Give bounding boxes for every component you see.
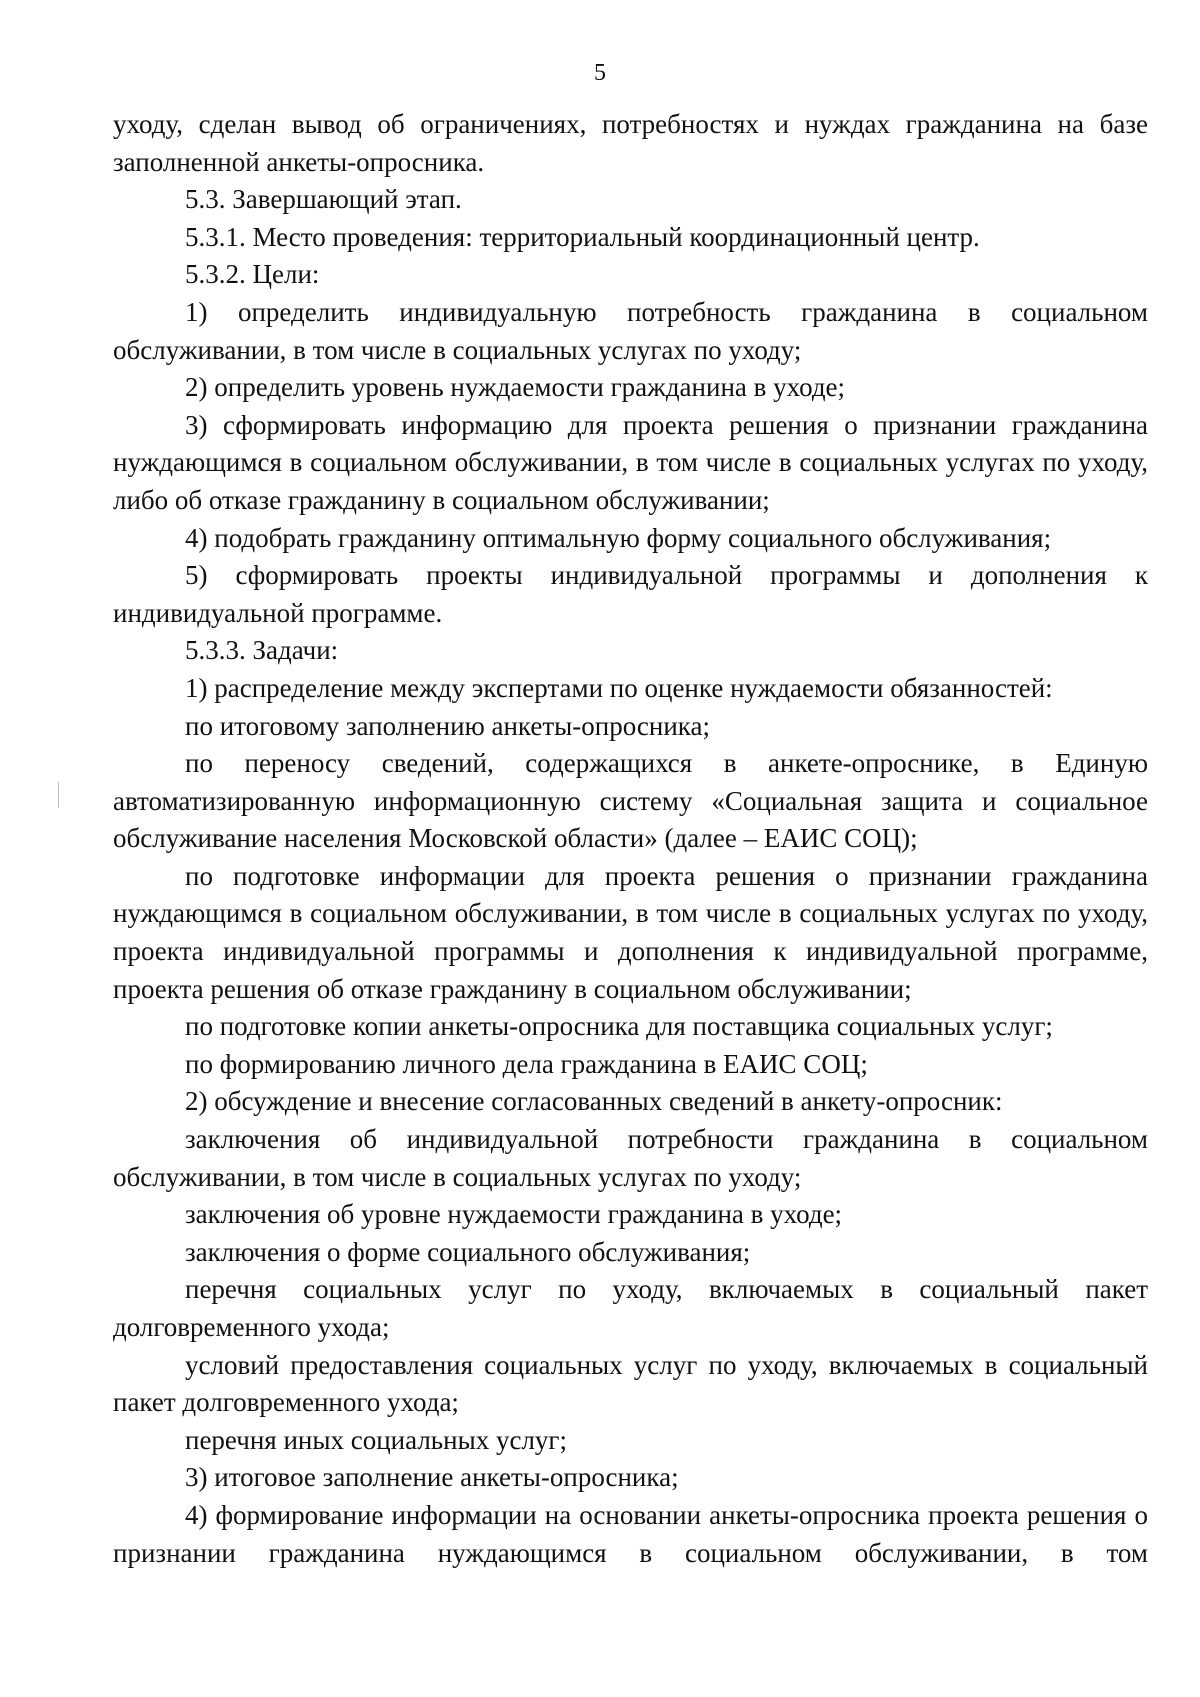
task-subitem: перечня социальных услуг по уходу, включаемых в социальный пакет долговременного ухода; bbox=[113, 1274, 1148, 1342]
subsection-heading-tasks: 5.3.3. Задачи: bbox=[185, 635, 339, 666]
task-subitem: по итоговому заполнению анкеты-опросника; bbox=[185, 710, 710, 741]
task-subitem: заключения о форме социального обслуживания; bbox=[185, 1236, 751, 1267]
subsection-5-3-1: 5.3.1. Место проведения: территориальный координационный центр. bbox=[185, 221, 980, 252]
task-item-4: 4) формирование информации на основании анкеты-опросника проекта решения о признании гражданина нуждающимся в социальном обслуживании, в том bbox=[113, 1499, 1148, 1568]
goal-item-4: 4) подобрать гражданину оптимальную форму социального обслуживания; bbox=[185, 522, 1052, 553]
goal-item-2: 2) определить уровень нуждаемости гражданина в уходе; bbox=[185, 372, 846, 403]
task-item-2: 2) обсуждение и внесение согласованных сведений в анкету-опросник: bbox=[185, 1086, 1003, 1117]
task-subitem: заключения об индивидуальной потребности гражданина в социальном обслуживании, в том числе в социальных услугах по уходу; bbox=[113, 1124, 1148, 1192]
section-heading-5-3: 5.3. Завершающий этап. bbox=[185, 184, 462, 215]
task-subitem: по переносу сведений, содержащихся в анкете-опроснике, в Единую автоматизированную информационную систему «Социальная защита и социальное обслуживание населения Московской области» (далее – ЕАИС СОЦ); bbox=[113, 748, 1148, 854]
task-subitem: по формированию личного дела гражданина в ЕАИС СОЦ; bbox=[185, 1048, 868, 1079]
task-subitem: заключения об уровне нуждаемости гражданина в уходе; bbox=[185, 1199, 843, 1230]
task-item-3: 3) итоговое заполнение анкеты-опросника; bbox=[185, 1462, 679, 1493]
page-number: 5 bbox=[594, 60, 606, 86]
task-subitem: по подготовке информации для проекта решения о признании гражданина нуждающимся в социальном обслуживании, в том числе в социальных услугах по уходу, проекта индивидуальной программы и дополнения к индивидуальной программе, проекта решения об отказе гражданину в социальном обслуживании; bbox=[113, 860, 1148, 1004]
task-subitem: по подготовке копии анкеты-опросника для поставщика социальных услуг; bbox=[185, 1011, 1053, 1042]
margin-mark bbox=[58, 782, 59, 808]
task-subitem: перечня иных социальных услуг; bbox=[185, 1424, 567, 1455]
paragraph-continuation: уходу, сделан вывод об ограничениях, потребностях и нуждах гражданина на базе заполненной анкеты-опросника. bbox=[113, 109, 1148, 177]
goal-item-1: 1) определить индивидуальную потребность гражданина в социальном обслуживании, в том числе в социальных услугах по уходу; bbox=[113, 296, 1148, 365]
goal-item-5: 5) сформировать проекты индивидуальной программы и дополнения к индивидуальной программе. bbox=[113, 560, 1148, 628]
task-subitem: условий предоставления социальных услуг по уходу, включаемых в социальный пакет долговременного ухода; bbox=[113, 1349, 1148, 1418]
subsection-heading-goals: 5.3.2. Цели: bbox=[185, 259, 320, 290]
goal-item-3: 3) сформировать информацию для проекта решения о признании гражданина нуждающимся в социальном обслуживании, в том числе в социальных услугах по уходу, либо об отказе гражданину в социальном обслуживании; bbox=[113, 409, 1148, 515]
document-body bbox=[113, 106, 1148, 1572]
task-item-1: 1) распределение между экспертами по оценке нуждаемости обязанностей: bbox=[185, 672, 1053, 703]
